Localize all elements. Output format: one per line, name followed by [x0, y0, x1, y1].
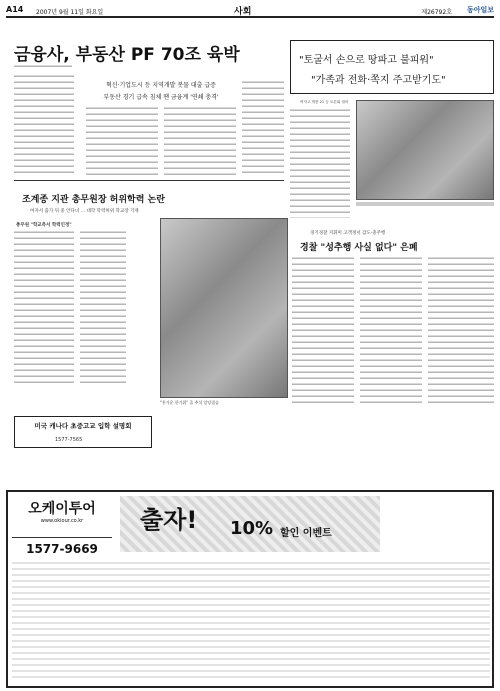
right-story-kicker: 여자고 개봉 21 등 토론회 열어 — [300, 100, 349, 104]
police-col3 — [428, 256, 494, 406]
police-headline: 경찰 "성추행 사실 없다" 은폐 — [300, 243, 418, 253]
jogye-col2 — [80, 230, 126, 386]
okiour-phone: 1577-9669 — [26, 542, 98, 556]
tour-listings — [12, 558, 490, 682]
promo-percent: 10% — [230, 518, 274, 539]
promo-banner — [120, 496, 380, 552]
school-ad-title: 미국 캐나다 초중고교 입학 설명회 — [34, 422, 132, 430]
quote-line-1: "토굴서 손으로 땅파고 불피워" — [299, 55, 434, 66]
jogye-subhead: 여자서 출가 뒤 중 안다녀 … 대학 학력허위 학교장 기재 — [30, 209, 139, 214]
tightrope-photo — [160, 218, 288, 398]
main-story-col4 — [242, 80, 284, 176]
main-story-col3 — [164, 106, 236, 176]
main-subhead-2: 부동산 경기 급속 침체 땐 금융계 '연쇄 충격' — [103, 94, 219, 101]
okiour-logo-area — [12, 498, 112, 538]
main-story-col2 — [86, 106, 158, 176]
jogye-col1 — [14, 230, 74, 386]
promo-event-text: 할인 이벤트 — [280, 528, 332, 539]
section-title: 사회 — [234, 7, 252, 17]
newspaper-brand: 동아일보 — [466, 6, 494, 14]
jogye-box-title: 총무원 "학교측서 학력인정" — [16, 223, 72, 228]
school-ad — [14, 416, 152, 448]
okiour-brand: 오케이투어 — [28, 501, 96, 517]
quote-box — [290, 40, 494, 94]
quote-line-2: "가족과 전화·쪽지 주고받기도" — [311, 75, 446, 86]
school-ad-phone: 1577-7565 — [55, 437, 83, 443]
group-photo-caption — [356, 202, 494, 206]
tightrope-caption: "홍가운 한가위" 줄 추석 앞당겼습 — [160, 400, 219, 405]
okiour-url: www.okiour.co.kr — [40, 518, 84, 524]
main-story-col1 — [14, 74, 74, 174]
right-story-col1 — [290, 108, 350, 218]
main-headline: 금융사, 부동산 PF 70조 육박 — [14, 45, 240, 65]
jogye-headline: 조계종 지관 총무원장 허위학력 논란 — [22, 195, 165, 205]
okiour-ad — [6, 490, 494, 688]
police-kicker: 경기경찰 지휘미 고객정서 감도·충주행 — [310, 231, 386, 236]
issue-number: 제26792호 — [421, 9, 452, 16]
group-photo — [356, 100, 494, 200]
main-byline — [14, 64, 72, 70]
police-col1 — [292, 256, 354, 406]
issue-date: 2007년 9월 11일 화요일 — [36, 9, 104, 16]
police-col2 — [360, 256, 422, 406]
promo-big-text: 출자! — [140, 506, 198, 534]
page-number: A14 — [6, 5, 24, 14]
divider-main — [14, 180, 284, 181]
main-subhead-1: 혁신·기업도시 등 지역개발 봇물 대출 급증 — [106, 82, 216, 89]
masthead — [6, 4, 494, 18]
